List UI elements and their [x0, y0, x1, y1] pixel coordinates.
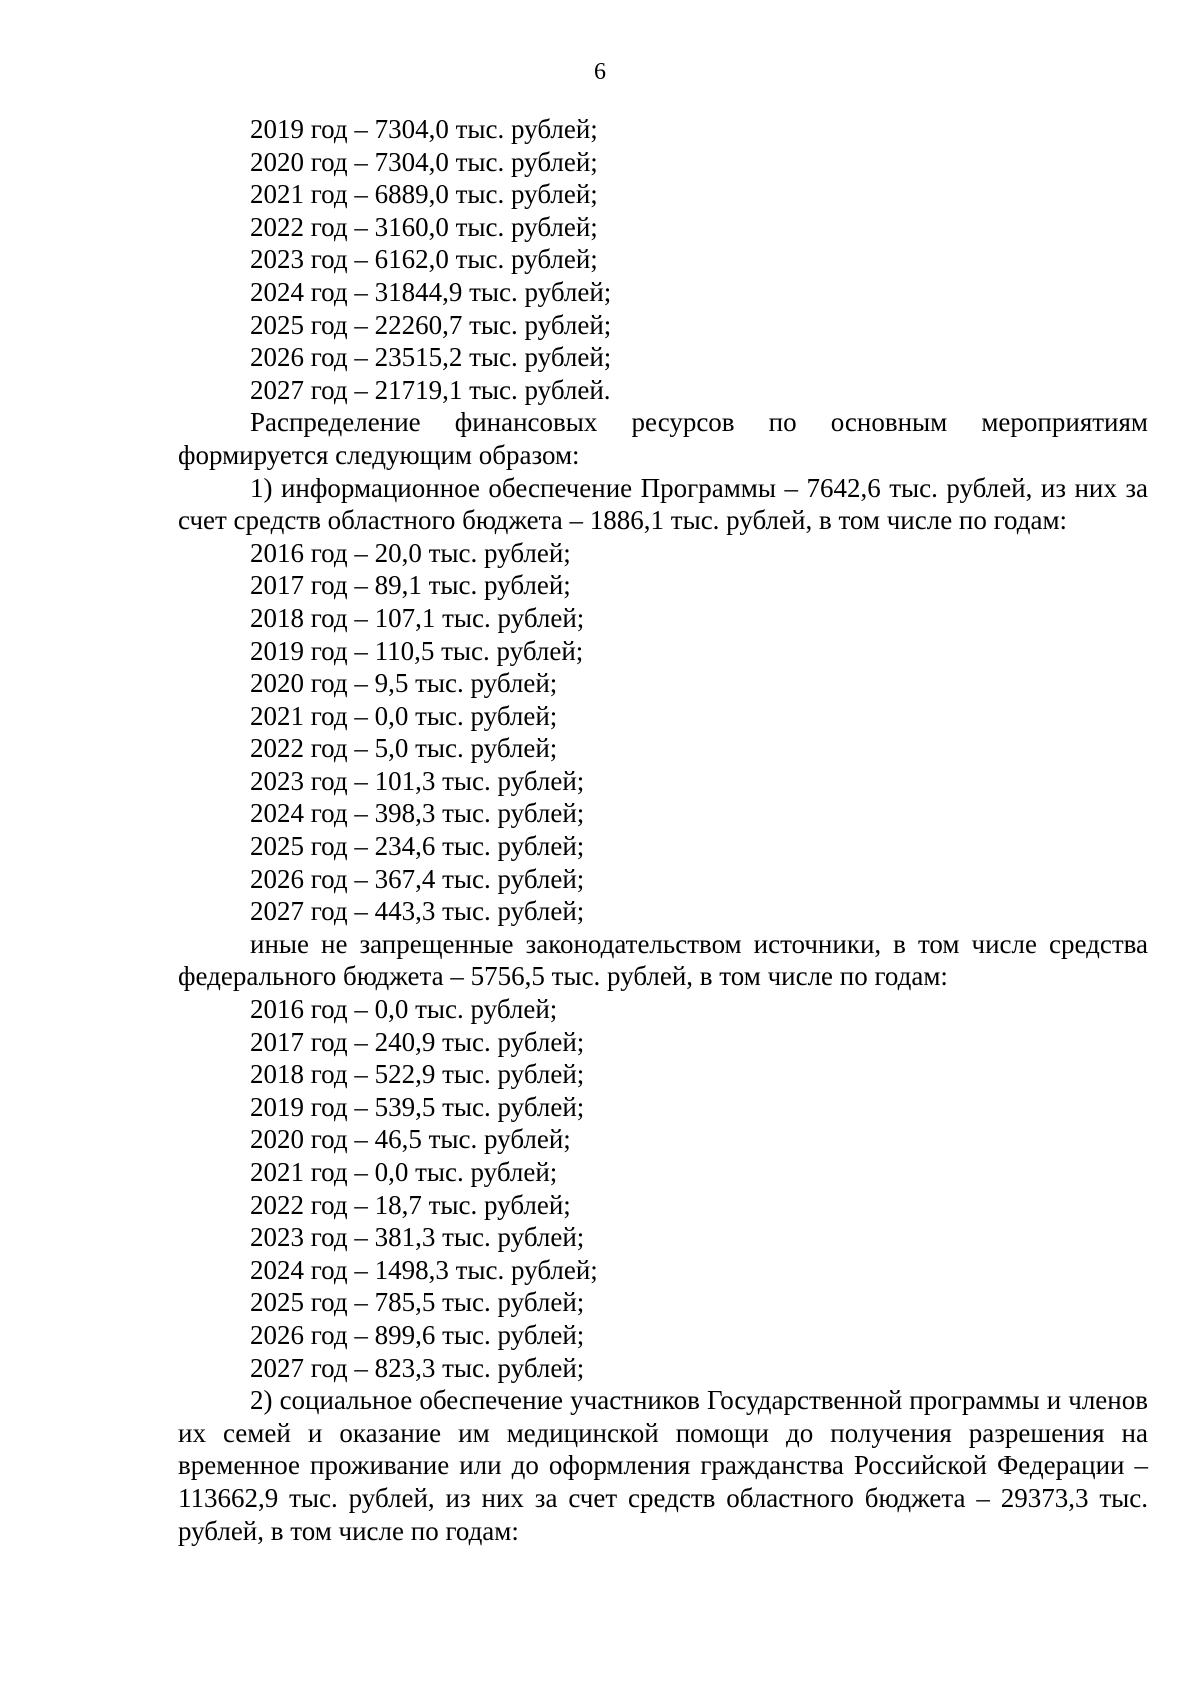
year-line: 2023 год – 6162,0 тыс. рублей; [250, 244, 598, 275]
year-line: 2019 год – 110,5 тыс. рублей; [250, 635, 584, 666]
paragraph-item-2: 2) социальное обеспечение участников Государственной программы и членов их семей и оказание им медицинской помощи до получения разрешения на временное проживание или до оформления гражданства Российской Федерации – 113662,9 тыс. рублей, из них за счет средств областного бюджета – 29373,3 тыс. рублей, в том числе по годам: [178, 1385, 1148, 1546]
year-line: 2027 год – 823,3 тыс. рублей; [250, 1352, 585, 1383]
year-line: 2021 год – 0,0 тыс. рублей; [250, 700, 558, 731]
year-line: 2026 год – 899,6 тыс. рублей; [250, 1319, 585, 1350]
year-list-federal-budget [178, 993, 1148, 1384]
year-line: 2027 год – 443,3 тыс. рублей; [250, 896, 585, 927]
year-line: 2023 год – 101,3 тыс. рублей; [250, 765, 585, 796]
year-line: 2020 год – 9,5 тыс. рублей; [250, 668, 558, 699]
year-line: 2022 год – 18,7 тыс. рублей; [250, 1189, 571, 1220]
year-line: 2022 год – 3160,0 тыс. рублей; [250, 211, 598, 242]
document-body [178, 113, 1148, 1547]
year-line: 2017 год – 89,1 тыс. рублей; [250, 570, 571, 601]
year-line: 2023 год – 381,3 тыс. рублей; [250, 1222, 585, 1253]
year-line: 2027 год – 21719,1 тыс. рублей. [250, 374, 611, 405]
year-line: 2022 год – 5,0 тыс. рублей; [250, 733, 558, 764]
year-line: 2024 год – 31844,9 тыс. рублей; [250, 276, 612, 307]
page-number: 6 [594, 59, 606, 85]
year-line: 2020 год – 46,5 тыс. рублей; [250, 1124, 571, 1155]
paragraph-other-sources: иные не запрещенные законодательством источники, в том числе средства федерального бюджета – 5756,5 тыс. рублей, в том числе по годам: [178, 928, 1148, 992]
year-line: 2016 год – 0,0 тыс. рублей; [250, 994, 558, 1025]
paragraph-distribution: Распределение финансовых ресурсов по основным мероприятиям формируется следующим образом: [178, 407, 1148, 470]
year-line: 2021 год – 0,0 тыс. рублей; [250, 1157, 558, 1187]
year-line: 2016 год – 20,0 тыс. рублей; [250, 537, 571, 568]
year-line: 2018 год – 107,1 тыс. рублей; [250, 602, 585, 633]
year-line: 2025 год – 22260,7 тыс. рублей; [250, 309, 612, 340]
year-line: 2019 год – 539,5 тыс. рублей; [250, 1091, 585, 1122]
year-line: 2018 год – 522,9 тыс. рублей; [250, 1059, 585, 1090]
year-line: 2021 год – 6889,0 тыс. рублей; [250, 179, 598, 210]
year-line: 2017 год – 240,9 тыс. рублей; [250, 1026, 585, 1057]
year-line: 2024 год – 1498,3 тыс. рублей; [250, 1254, 598, 1285]
paragraph-item-1: 1) информационное обеспечение Программы – 7642,6 тыс. рублей, из них за счет средств областного бюджета – 1886,1 тыс. рублей, в том числе по годам: [178, 472, 1148, 536]
year-line: 2019 год – 7304,0 тыс. рублей; [250, 114, 598, 144]
year-line: 2024 год – 398,3 тыс. рублей; [250, 798, 585, 829]
year-list-total [178, 113, 1148, 406]
year-line: 2025 год – 785,5 тыс. рублей; [250, 1287, 585, 1318]
year-line: 2026 год – 367,4 тыс. рублей; [250, 863, 585, 894]
year-line: 2020 год – 7304,0 тыс. рублей; [250, 146, 598, 177]
year-line: 2025 год – 234,6 тыс. рублей; [250, 831, 585, 862]
year-line: 2026 год – 23515,2 тыс. рублей; [250, 342, 612, 373]
year-list-regional-budget [178, 537, 1148, 928]
